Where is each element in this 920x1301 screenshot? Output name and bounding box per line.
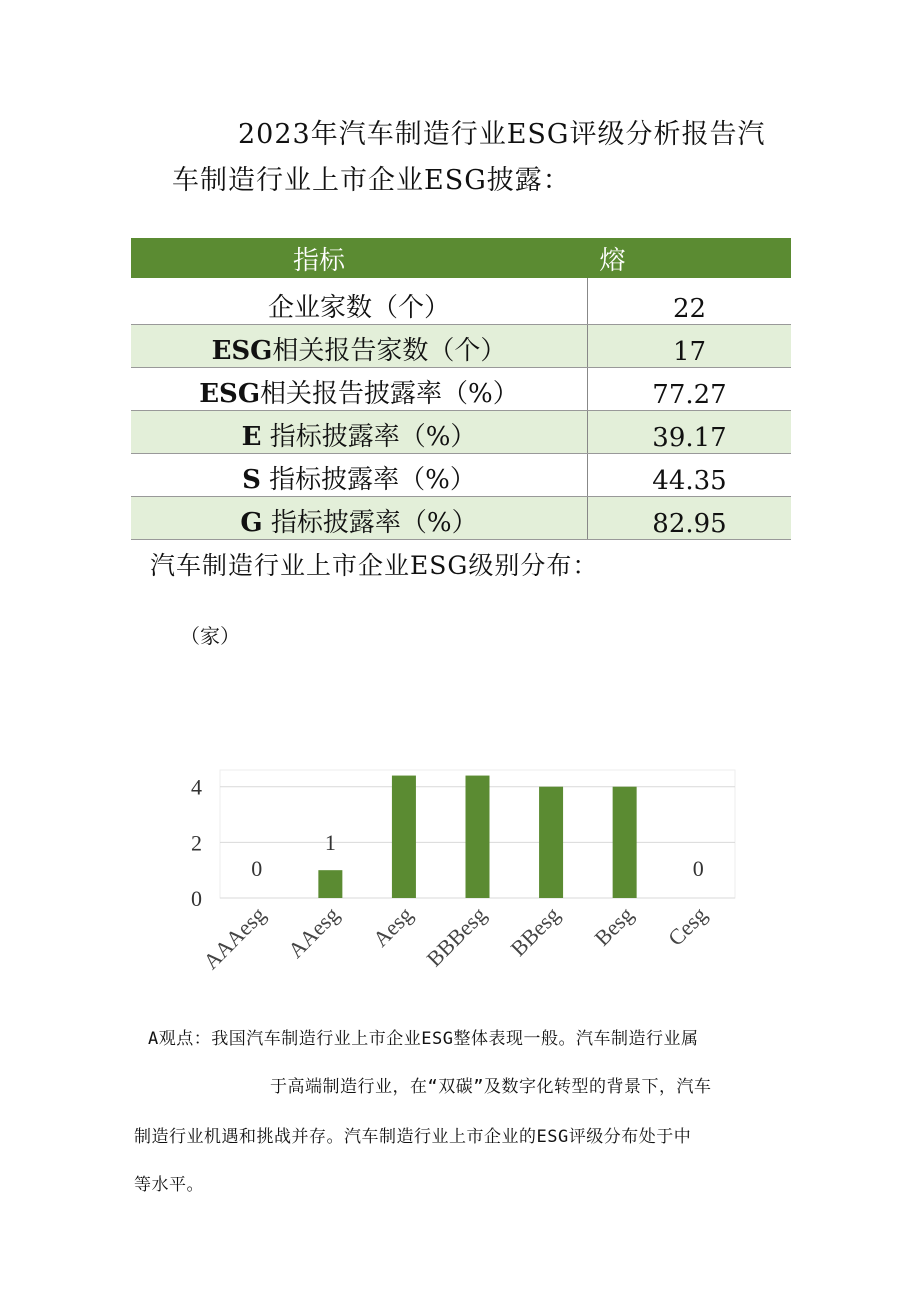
header-value: 熔	[588, 238, 792, 278]
row-label: S 指标披露率（%）	[131, 454, 588, 497]
esg-rating-bar-chart	[180, 760, 760, 1010]
table-row	[131, 411, 791, 454]
y-tick-label: 0	[191, 886, 202, 911]
row-value: 44.35	[588, 454, 792, 497]
paragraph-line-3: 制造行业机遇和挑战并存。汽车制造行业上市企业的ESG评级分布处于中	[134, 1127, 692, 1147]
table-header-row	[131, 238, 791, 278]
category-label: Aesg	[367, 901, 418, 952]
bar	[318, 870, 342, 898]
report-title-line-2: 车制造行业上市企业ESG披露：	[172, 165, 571, 196]
data-label: 0	[251, 856, 263, 881]
row-value: 39.17	[588, 411, 792, 454]
table-row	[131, 278, 791, 325]
category-label: AAesg	[283, 901, 344, 963]
table-row	[131, 497, 791, 540]
bar	[392, 776, 416, 898]
bar	[466, 776, 490, 898]
row-label: 企业家数（个）	[131, 278, 588, 325]
data-label: 1	[324, 830, 336, 856]
y-tick-label: 2	[191, 830, 202, 856]
row-label: E 指标披露率（%）	[131, 411, 588, 454]
bar	[539, 787, 563, 898]
paragraph-line-4: 等水平。	[134, 1175, 204, 1195]
bar	[613, 787, 637, 898]
row-value: 77.27	[588, 368, 792, 411]
table-row	[131, 325, 791, 368]
distribution-title: 汽车制造行业上市企业ESG级别分布：	[150, 551, 599, 580]
row-value: 82.95	[588, 497, 792, 540]
category-label: BBBesg	[421, 901, 492, 972]
paragraph-line-1: A观点：我国汽车制造行业上市企业ESG整体表现一般。汽车制造行业属	[148, 1029, 699, 1049]
category-label: Cesg	[662, 901, 712, 951]
chart-unit-label: （家）	[180, 624, 240, 648]
y-tick-label: 4	[191, 774, 202, 800]
row-label: G 指标披露率（%）	[131, 497, 588, 540]
data-label: 0	[692, 856, 704, 881]
category-label: Besg	[589, 901, 639, 951]
row-value: 22	[588, 278, 792, 325]
table-row	[131, 368, 791, 411]
esg-disclosure-table	[131, 238, 791, 540]
header-indicator: 指标	[131, 238, 588, 278]
category-label: AAAesg	[198, 901, 271, 974]
row-label: ESG相关报告家数（个）	[131, 325, 588, 368]
table-row	[131, 454, 791, 497]
row-label: ESG相关报告披露率（%）	[131, 368, 588, 411]
paragraph-line-2: 于高端制造行业，在“双碳”及数字化转型的背景下，汽车	[270, 1077, 712, 1097]
report-title-line-1: 2023年汽车制造行业ESG评级分析报告汽	[238, 119, 766, 150]
category-label: BBesg	[505, 901, 565, 962]
row-value: 17	[588, 325, 792, 368]
